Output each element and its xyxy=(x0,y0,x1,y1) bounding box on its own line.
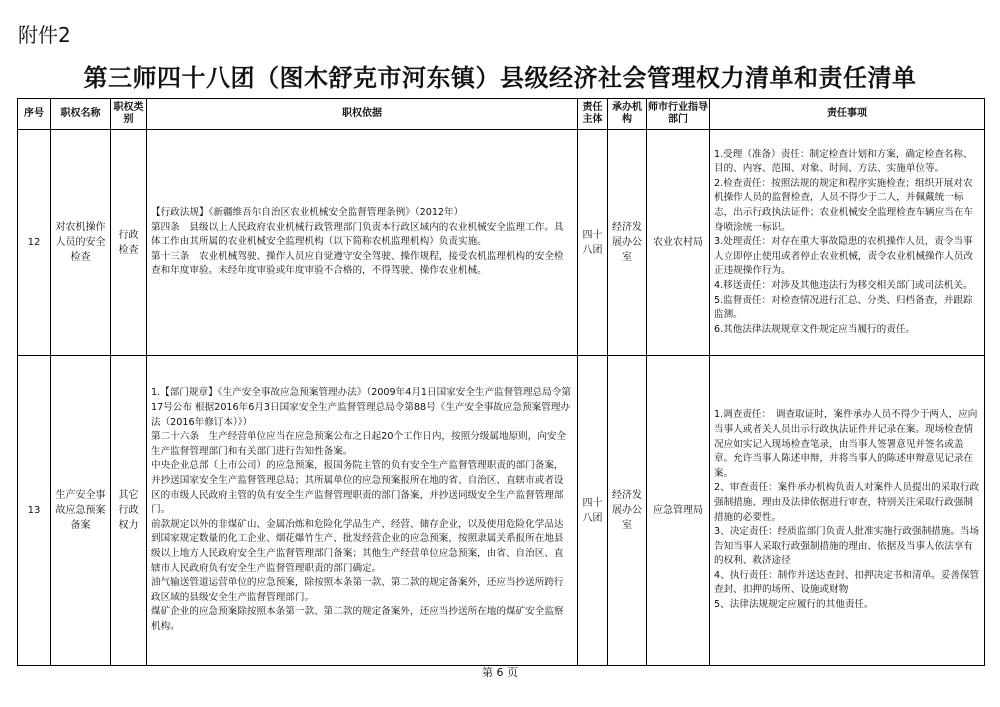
row-duties xyxy=(710,356,985,666)
duty-item: 3.处理责任：对存在重大事故隐患的农机操作人员，责令当事人立即停止使用或者停止农业机械，责令农业机械操作人员改正违规操作行为。 xyxy=(714,236,974,277)
basis-paragraph: 【行政法规】《新疆维吾尔自治区农业机械安全监督管理条例》（2012年） xyxy=(151,207,464,219)
power-list-table xyxy=(17,98,985,666)
header-seq: 序号 xyxy=(18,99,51,130)
header-basis: 职权依据 xyxy=(147,99,578,130)
row-category: 行政检查 xyxy=(111,130,147,356)
table-row xyxy=(18,130,985,356)
row-guide-dept: 应急管理局 xyxy=(647,356,710,666)
duty-item: 4.移送责任：对涉及其他违法行为移交相关部门或司法机关。 xyxy=(714,279,973,291)
page-title: 第三师四十八团（图木舒克市河东镇）县级经济社会管理权力清单和责任清单 xyxy=(83,64,917,92)
page-number: 第 6 页 xyxy=(482,666,518,679)
row-power-name: 生产安全事故应急预案备案 xyxy=(51,356,111,666)
basis-paragraph: 1.【部门规章】《生产安全事故应急预案管理办法》（2009年4月1日国家安全生产监督管理总局令第17号公布 根据2016年6月3日国家安全生产监督管理总局令第88号《生产安全事故应急预案管理办法（2016年修订本）》） xyxy=(151,387,571,428)
duty-item: 6.其他法律法规规章文件规定应当履行的责任。 xyxy=(714,323,916,335)
row-seq: 12 xyxy=(18,130,51,356)
header-organ: 承办机构 xyxy=(608,99,647,130)
duty-item: 2.检查责任：按照法规的规定和程序实施检查；组织开展对农机操作人员的监督检查，人员不得少于二人，并佩戴统一标志，出示行政执法证件；农业机械安全监理检查车辆应当在车身喷涂统一标识。 xyxy=(714,177,974,233)
table-header-row xyxy=(18,99,985,130)
attachment-label: 附件2 xyxy=(18,23,71,47)
row-duties xyxy=(710,130,985,356)
basis-paragraph: 油气输送管道运营单位的应急预案，除按照本条第一款、第二款的规定备案外，还应当抄送所跨行政区域的县级安全生产监督管理部门。 xyxy=(151,577,564,603)
header-subject: 责任主体 xyxy=(578,99,608,130)
header-guide: 师市行业指导部门 xyxy=(647,99,710,130)
basis-paragraph: 中央企业总部（上市公司）的应急预案，报国务院主管的负有安全生产监督管理职责的部门备案，并抄送国家安全生产监督管理总局；其所属单位的应急预案报所在地的省、自治区、直辖市或者设区的市级人民政府主管的负有安全生产监督管理职责的部门备案，并抄送同级安全生产监督管理部门。 xyxy=(151,460,564,516)
basis-paragraph: 煤矿企业的应急预案除按照本条第一款、第二款的规定备案外，还应当抄送所在地的煤矿安全监察机构。 xyxy=(151,606,564,632)
row-organ: 经济发展办公室 xyxy=(608,356,647,666)
duty-item: 5、法律法规规定应履行的其他责任。 xyxy=(714,599,874,611)
duty-item: 2、审查责任：案件承办机构负责人对案件人员提出的采取行政强制措施、理由及法律依据进行审查，特别关注采取行政强制措施的必要性。 xyxy=(714,482,980,523)
basis-paragraph: 第二十六条 生产经营单位应当在应急预案公布之日起20个工作日内，按照分级属地原则，向安全生产监督管理部门和有关部门进行告知性备案。 xyxy=(151,431,567,457)
row-subject: 四十八团 xyxy=(578,356,608,666)
row-guide-dept: 农业农村局 xyxy=(647,130,710,356)
basis-paragraph: 前款规定以外的非煤矿山、金属冶炼和危险化学品生产、经营、储存企业，以及使用危险化学品达到国家规定数量的化工企业、烟花爆竹生产、批发经营企业的应急预案，按照隶属关系报所在地县级以上地方人民政府安全生产监督管理部门备案；其他生产经营单位应急预案，由省、自治区、直辖市人民政府负有安全生产监督管理职责的部门确定。 xyxy=(151,518,564,574)
row-category: 其它行政权力 xyxy=(111,356,147,666)
row-basis xyxy=(147,130,578,356)
basis-paragraph: 第四条 县级以上人民政府农业机械行政管理部门负责本行政区域内的农业机械安全监理工作。具体工作由其所属的农业机械安全监理机构（以下简称农机监理机构）负责实施。 xyxy=(151,221,564,248)
row-subject: 四十八团 xyxy=(578,130,608,356)
row-organ: 经济发展办公室 xyxy=(608,130,647,356)
duty-item: 4、执行责任：制作并送达查封、扣押决定书和清单。妥善保管查封、扣押的场所、设施或财物 xyxy=(714,569,980,596)
duty-item: 5.监督责任：对检查情况进行汇总、分类、归档备查，并跟踪监测。 xyxy=(714,294,973,321)
duty-item: 3、决定责任：经质监部门负责人批准实施行政强制措施。当场告知当事人采取行政强制措施的理由、依据及当事人依法享有的权利、救济途径 xyxy=(714,526,980,567)
duty-item: 1.受理（准备）责任：制定检查计划和方案，确定检查名称、目的、内容、范围、对象、时间、方法、实施单位等。 xyxy=(714,148,973,175)
duty-item: 1.调查责任： 调查取证时，案件承办人员不得少于两人，应向当事人或者关人员出示行政执法证件并记录在案。现场检查情况应如实记入现场检查笔录，由当事人签署意见并签名或盖章。允许当事人陈述申辩，并将当事人的陈述申辩意见记录在案。 xyxy=(714,409,978,479)
table-row xyxy=(18,356,985,666)
row-seq: 13 xyxy=(18,356,51,666)
row-power-name: 对农机操作人员的安全检查 xyxy=(51,130,111,356)
header-category: 职权类别 xyxy=(111,99,147,130)
row-basis xyxy=(147,356,578,666)
basis-paragraph: 第十三条 农业机械驾驶、操作人员应自觉遵守安全驾驶、操作规程，接受农机监理机构的安全检查和年度审验。未经年度审验或年度审验不合格的，不得驾驶、操作农业机械。 xyxy=(151,250,564,277)
header-duties: 责任事项 xyxy=(710,99,985,130)
header-name: 职权名称 xyxy=(51,99,111,130)
